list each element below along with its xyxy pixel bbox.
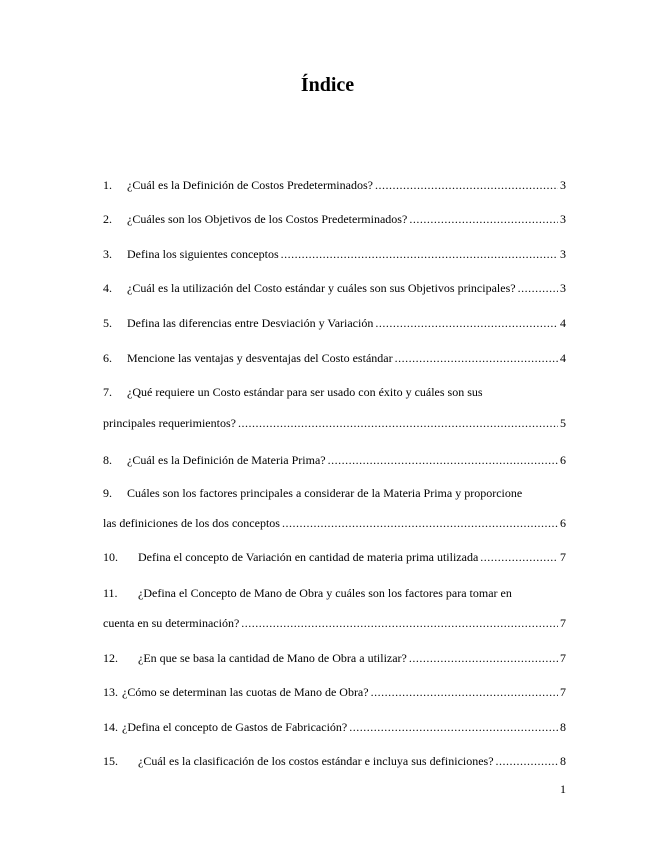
dot-leader (281, 246, 558, 262)
toc-entry-number: 13. (103, 685, 118, 699)
toc-entry-14[interactable] (103, 719, 566, 735)
toc-entry-number: 15. (103, 754, 118, 768)
dot-leader (375, 177, 558, 193)
toc-entry-4[interactable] (103, 280, 566, 296)
toc-entry-number: 12. (103, 651, 118, 665)
toc-entry-text: ¿Cuál es la Definición de Costos Predeterminados? (127, 178, 373, 192)
toc-entry-11[interactable] (103, 615, 566, 631)
toc-entry-page: 8 (560, 720, 566, 734)
toc-entry-text: Mencione las ventajas y desventajas del Costo estándar (127, 351, 393, 365)
dot-leader (371, 684, 558, 700)
toc-entry-text: Defina los siguientes conceptos (127, 247, 279, 261)
dot-leader (375, 315, 558, 331)
toc-entry-text: Defina el concepto de Variación en cantidad de materia prima utilizada (138, 550, 479, 564)
toc-entry-number: 9. (103, 486, 112, 500)
toc-entry-text: las definiciones de los dos conceptos (103, 516, 280, 530)
toc-entry-11-line1[interactable] (103, 585, 512, 601)
page-title: Índice (300, 74, 355, 96)
toc-entry-15[interactable] (103, 753, 566, 769)
toc-entry-page: 8 (560, 754, 566, 768)
dot-leader (409, 650, 558, 666)
dot-leader (395, 350, 558, 366)
dot-leader (238, 415, 558, 431)
toc-entry-1[interactable] (103, 177, 566, 193)
toc-entry-9-line1[interactable] (103, 485, 522, 501)
toc-entry-text: ¿Defina el concepto de Gastos de Fabricación? (122, 720, 348, 734)
toc-entry-text: ¿En que se basa la cantidad de Mano de Obra a utilizar? (138, 651, 407, 665)
toc-entry-3[interactable] (103, 246, 566, 262)
toc-entry-page: 7 (560, 616, 566, 630)
toc-entry-page: 3 (560, 247, 566, 261)
toc-entry-text: ¿Cuál es la Definición de Materia Prima? (127, 453, 326, 467)
toc-entry-number: 7. (103, 385, 112, 399)
toc-entry-8[interactable] (103, 452, 566, 468)
toc-entry-text: ¿Defina el Concepto de Mano de Obra y cuáles son los factores para tomar en (138, 586, 512, 600)
toc-entry-page: 5 (560, 416, 566, 430)
toc-entry-number: 8. (103, 453, 112, 467)
toc-entry-page: 7 (560, 550, 566, 564)
toc-entry-text: Defina las diferencias entre Desviación y Variación (127, 316, 374, 330)
dot-leader (409, 211, 558, 227)
toc-entry-text: ¿Cuál es la utilización del Costo estándar y cuáles son sus Objetivos principales? (127, 281, 516, 295)
toc-entry-7[interactable] (103, 415, 566, 431)
toc-entry-6[interactable] (103, 350, 566, 366)
toc-entry-page: 7 (560, 685, 566, 699)
toc-entry-text: ¿Cómo se determinan las cuotas de Mano de Obra? (122, 685, 369, 699)
toc-entry-13[interactable] (103, 684, 566, 700)
toc-entry-10[interactable] (103, 549, 566, 565)
toc-entry-text: cuenta en su determinación? (103, 616, 240, 630)
toc-entry-number: 10. (103, 550, 118, 564)
dot-leader (241, 615, 558, 631)
toc-entry-page: 4 (560, 316, 566, 330)
toc-entry-page: 7 (560, 651, 566, 665)
dot-leader (282, 515, 558, 531)
toc-entry-text: ¿Qué requiere un Costo estándar para ser usado con éxito y cuáles son sus (127, 385, 483, 399)
toc-entry-12[interactable] (103, 650, 566, 666)
dot-leader (518, 280, 558, 296)
toc-entry-page: 3 (560, 212, 566, 226)
dot-leader (480, 549, 558, 565)
dot-leader (349, 719, 558, 735)
toc-entry-text: ¿Cuáles son los Objetivos de los Costos Predeterminados? (127, 212, 408, 226)
dot-leader (328, 452, 558, 468)
toc-entry-number: 2. (103, 212, 112, 226)
toc-entry-9[interactable] (103, 515, 566, 531)
toc-entry-5[interactable] (103, 315, 566, 331)
page-number: 1 (560, 782, 566, 796)
toc-entry-number: 5. (103, 316, 112, 330)
toc-entry-number: 1. (103, 178, 112, 192)
toc-entry-text: ¿Cuál es la clasificación de los costos estándar e incluya sus definiciones? (138, 754, 494, 768)
toc-entry-page: 4 (560, 351, 566, 365)
toc-entry-number: 4. (103, 281, 112, 295)
toc-entry-number: 11. (103, 586, 118, 600)
toc-entry-number: 14. (103, 720, 118, 734)
dot-leader (496, 753, 558, 769)
toc-entry-page: 6 (560, 453, 566, 467)
toc-entry-text: principales requerimientos? (103, 416, 236, 430)
toc-entry-page: 3 (560, 178, 566, 192)
toc-entry-number: 3. (103, 247, 112, 261)
toc-entry-page: 3 (560, 281, 566, 295)
toc-entry-7-line1[interactable] (103, 384, 483, 400)
toc-entry-text: Cuáles son los factores principales a considerar de la Materia Prima y proporcione (127, 486, 523, 500)
toc-entry-page: 6 (560, 516, 566, 530)
toc-entry-2[interactable] (103, 211, 566, 227)
toc-entry-number: 6. (103, 351, 112, 365)
